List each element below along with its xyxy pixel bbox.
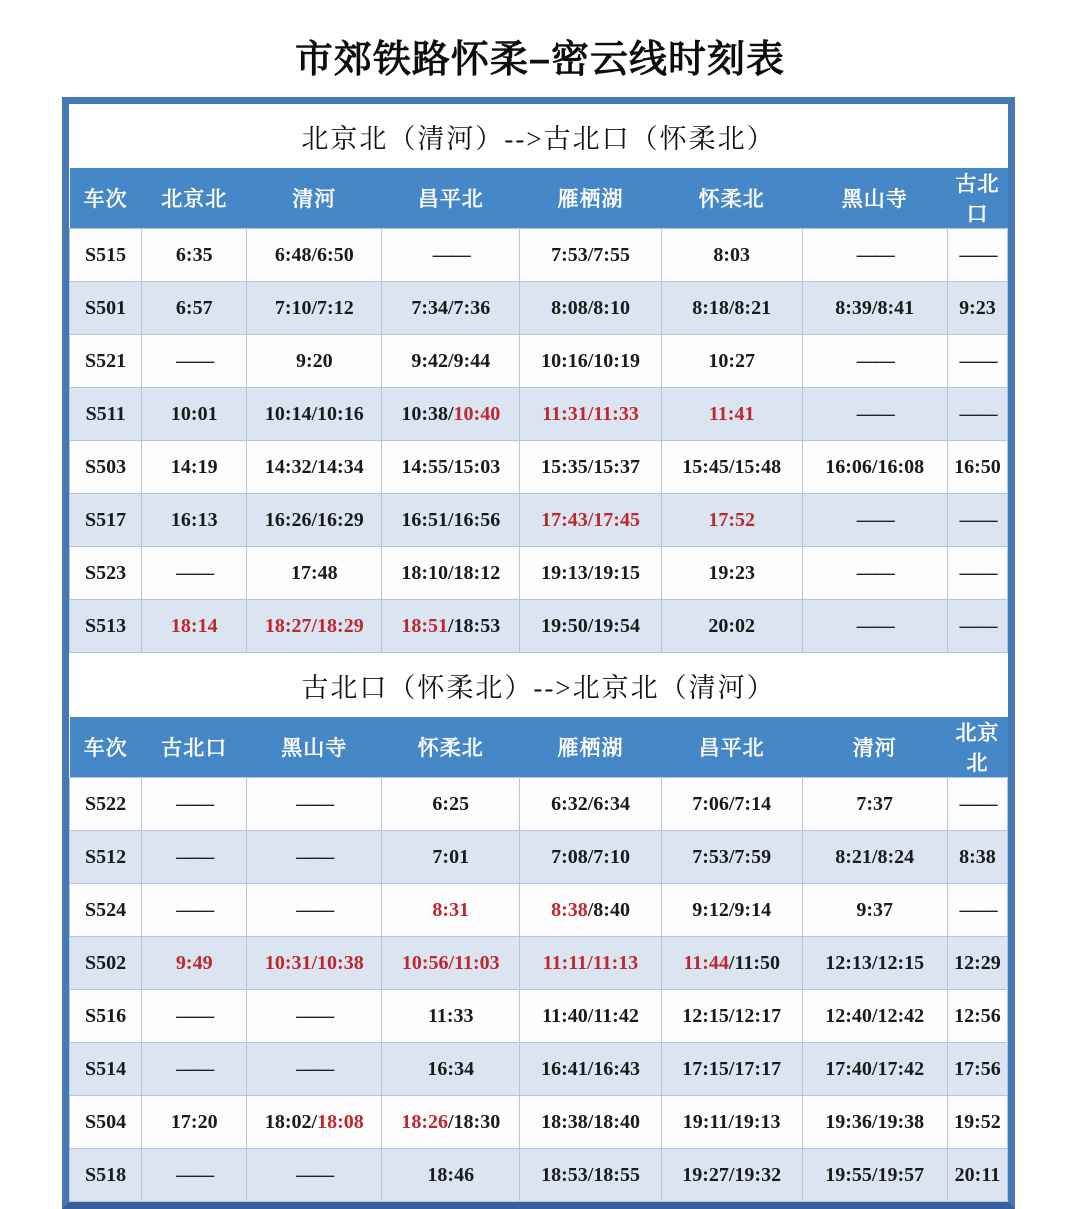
time-text: 10:56/11:03 xyxy=(401,951,500,974)
column-header: 怀柔北 xyxy=(382,717,520,778)
timetable-row xyxy=(70,229,1008,282)
time-text: 18:51 xyxy=(401,614,448,637)
time-cell xyxy=(247,335,382,388)
timetable-row xyxy=(70,831,1008,884)
time-text: 10:40 xyxy=(453,402,501,425)
time-text: 12:56 xyxy=(954,1004,1001,1027)
train-number-cell: S514 xyxy=(70,1043,142,1096)
no-service-dash: —— xyxy=(856,349,893,372)
time-text: /18:53 xyxy=(447,614,501,637)
no-service-dash: —— xyxy=(176,898,213,921)
time-text: 8:38 xyxy=(551,898,588,921)
no-service-dash: —— xyxy=(856,243,893,266)
time-cell xyxy=(520,778,662,831)
no-service-dash: —— xyxy=(176,845,213,868)
time-cell xyxy=(661,600,802,653)
no-service-dash: —— xyxy=(959,243,996,266)
time-cell xyxy=(247,547,382,600)
time-cell xyxy=(802,1043,947,1096)
no-service-dash: —— xyxy=(959,614,996,637)
column-header: 古北口 xyxy=(142,717,247,778)
header-row xyxy=(70,168,1008,229)
time-text: 9:37 xyxy=(856,898,894,921)
time-text: 8:18/8:21 xyxy=(692,296,772,319)
time-text: 10:27 xyxy=(708,349,755,372)
time-text: 18:08 xyxy=(317,1110,364,1133)
time-cell xyxy=(661,547,802,600)
time-text: 11:11/11:13 xyxy=(542,951,639,974)
no-service-dash: —— xyxy=(176,349,213,372)
time-text: 17:43/17:45 xyxy=(541,508,640,531)
time-text: 15:35/15:37 xyxy=(541,455,640,478)
time-cell xyxy=(142,547,247,600)
time-text: /8:40 xyxy=(587,898,630,921)
time-text: 8:08/8:10 xyxy=(551,296,630,319)
time-cell xyxy=(661,441,802,494)
time-cell xyxy=(661,494,802,547)
time-cell xyxy=(802,937,947,990)
time-text: 18:38/18:40 xyxy=(541,1110,640,1133)
no-service-dash: —— xyxy=(176,1057,213,1080)
no-service-dash: —— xyxy=(856,508,893,531)
no-service-dash: —— xyxy=(959,508,996,531)
time-cell xyxy=(947,884,1007,937)
no-service-dash: —— xyxy=(296,845,333,868)
time-text: 8:39/8:41 xyxy=(835,296,915,319)
time-cell xyxy=(247,494,382,547)
time-text: 12:40/12:42 xyxy=(825,1004,925,1027)
column-header: 车次 xyxy=(70,717,142,778)
no-service-dash: —— xyxy=(296,1057,333,1080)
time-cell xyxy=(947,990,1007,1043)
time-text: 17:48 xyxy=(290,561,338,584)
time-text: 6:57 xyxy=(175,296,213,319)
time-cell xyxy=(947,388,1007,441)
time-cell xyxy=(142,1043,247,1096)
column-header: 黑山寺 xyxy=(247,717,382,778)
time-cell xyxy=(382,229,520,282)
time-text: 20:11 xyxy=(954,1163,1001,1186)
time-text: 10:31/10:38 xyxy=(264,951,364,974)
time-text: /18:30 xyxy=(447,1110,501,1133)
time-text: 16:51/16:56 xyxy=(401,508,501,531)
no-service-dash: —— xyxy=(176,561,213,584)
time-text: 7:53/7:55 xyxy=(551,243,630,266)
timetable-section-1 xyxy=(69,168,1008,653)
train-number-cell: S516 xyxy=(70,990,142,1043)
time-text: 12:29 xyxy=(954,951,1001,974)
no-service-dash: —— xyxy=(432,243,469,266)
time-cell xyxy=(520,494,662,547)
time-cell xyxy=(947,229,1007,282)
time-text: 10:01 xyxy=(170,402,218,425)
time-cell xyxy=(382,778,520,831)
time-cell xyxy=(661,778,802,831)
time-cell xyxy=(947,600,1007,653)
time-cell xyxy=(382,547,520,600)
time-cell xyxy=(142,778,247,831)
time-cell xyxy=(520,282,662,335)
time-cell xyxy=(247,884,382,937)
time-cell xyxy=(661,282,802,335)
time-cell xyxy=(382,937,520,990)
time-cell xyxy=(142,494,247,547)
time-cell xyxy=(142,600,247,653)
time-text: 12:15/12:17 xyxy=(682,1004,782,1027)
timetable-row xyxy=(70,494,1008,547)
time-text: 17:52 xyxy=(708,508,755,531)
time-text: 8:38 xyxy=(959,845,996,868)
time-cell xyxy=(947,494,1007,547)
time-cell xyxy=(802,778,947,831)
time-cell xyxy=(142,388,247,441)
column-header: 北京北 xyxy=(142,168,247,229)
time-text: 16:13 xyxy=(170,508,218,531)
time-text: 19:50/19:54 xyxy=(541,614,640,637)
time-text: 9:20 xyxy=(295,349,333,372)
column-header: 怀柔北 xyxy=(661,168,802,229)
train-number-cell: S501 xyxy=(70,282,142,335)
time-cell xyxy=(802,229,947,282)
time-cell xyxy=(520,990,662,1043)
time-cell xyxy=(520,547,662,600)
no-service-dash: —— xyxy=(959,402,996,425)
no-service-dash: —— xyxy=(959,792,996,815)
time-cell xyxy=(247,937,382,990)
column-header: 昌平北 xyxy=(382,168,520,229)
direction-title: 北京北（清河）-->古北口（怀柔北） xyxy=(69,104,1008,168)
time-cell xyxy=(247,778,382,831)
time-cell xyxy=(661,884,802,937)
time-text: 10:38/ xyxy=(401,402,454,425)
train-number-cell: S515 xyxy=(70,229,142,282)
time-cell xyxy=(142,990,247,1043)
time-cell xyxy=(520,1149,662,1202)
time-cell xyxy=(142,229,247,282)
time-text: 11:33 xyxy=(427,1004,474,1027)
train-number-cell: S523 xyxy=(70,547,142,600)
direction-title: 古北口（怀柔北）-->北京北（清河） xyxy=(69,653,1008,717)
time-text: 15:45/15:48 xyxy=(682,455,782,478)
time-cell xyxy=(947,1043,1007,1096)
time-cell xyxy=(802,282,947,335)
time-text: 20:02 xyxy=(708,614,755,637)
timetable-frame xyxy=(62,97,1015,1209)
train-number-cell: S518 xyxy=(70,1149,142,1202)
no-service-dash: —— xyxy=(296,792,333,815)
time-cell xyxy=(947,282,1007,335)
time-cell xyxy=(247,600,382,653)
time-cell xyxy=(947,937,1007,990)
time-cell xyxy=(382,990,520,1043)
no-service-dash: —— xyxy=(959,561,996,584)
time-text: 6:32/6:34 xyxy=(551,792,630,815)
time-cell xyxy=(520,229,662,282)
time-text: 11:41 xyxy=(708,402,755,425)
train-number-cell: S521 xyxy=(70,335,142,388)
column-header: 雁栖湖 xyxy=(520,168,662,229)
time-text: 11:40/11:42 xyxy=(542,1004,639,1027)
time-cell xyxy=(520,441,662,494)
time-cell xyxy=(947,547,1007,600)
time-text: 7:10/7:12 xyxy=(274,296,354,319)
time-cell xyxy=(947,831,1007,884)
time-cell xyxy=(520,831,662,884)
time-cell xyxy=(142,884,247,937)
timetable-row xyxy=(70,990,1008,1043)
time-cell xyxy=(247,990,382,1043)
time-text: 17:40/17:42 xyxy=(825,1057,925,1080)
no-service-dash: —— xyxy=(296,898,333,921)
column-header: 古北口 xyxy=(947,168,1007,229)
time-text: 18:14 xyxy=(170,614,218,637)
time-cell xyxy=(947,778,1007,831)
time-cell xyxy=(382,494,520,547)
time-cell xyxy=(802,990,947,1043)
time-text: 19:23 xyxy=(708,561,755,584)
time-cell xyxy=(382,831,520,884)
timetable-row xyxy=(70,388,1008,441)
time-text: 7:53/7:59 xyxy=(692,845,772,868)
no-service-dash: —— xyxy=(176,1163,213,1186)
time-cell xyxy=(247,441,382,494)
time-cell xyxy=(382,335,520,388)
time-cell xyxy=(802,831,947,884)
time-cell xyxy=(802,1149,947,1202)
train-number-cell: S513 xyxy=(70,600,142,653)
time-cell xyxy=(947,335,1007,388)
timetable-row xyxy=(70,1149,1008,1202)
time-cell xyxy=(382,282,520,335)
no-service-dash: —— xyxy=(959,349,996,372)
time-cell xyxy=(142,1149,247,1202)
column-header: 车次 xyxy=(70,168,142,229)
time-text: 19:11/19:13 xyxy=(682,1110,781,1133)
time-text: 18:26 xyxy=(401,1110,448,1133)
time-cell xyxy=(802,494,947,547)
time-text: 10:14/10:16 xyxy=(264,402,364,425)
time-cell xyxy=(247,388,382,441)
time-text: 6:35 xyxy=(175,243,213,266)
time-text: 18:27/18:29 xyxy=(264,614,364,637)
timetable-row xyxy=(70,884,1008,937)
column-header: 昌平北 xyxy=(661,717,802,778)
timetable-section-2 xyxy=(69,717,1008,1202)
time-text: 19:13/19:15 xyxy=(541,561,640,584)
time-cell xyxy=(802,1096,947,1149)
time-cell xyxy=(382,1149,520,1202)
time-text: 7:08/7:10 xyxy=(551,845,630,868)
time-text: 18:10/18:12 xyxy=(401,561,501,584)
time-cell xyxy=(142,335,247,388)
time-text: 18:46 xyxy=(427,1163,475,1186)
time-cell xyxy=(142,282,247,335)
time-text: 16:06/16:08 xyxy=(825,455,925,478)
time-cell xyxy=(520,600,662,653)
time-cell xyxy=(802,441,947,494)
time-text: 9:49 xyxy=(175,951,213,974)
timetable-row xyxy=(70,335,1008,388)
time-cell xyxy=(947,1096,1007,1149)
time-text: 11:31/11:33 xyxy=(542,402,639,425)
time-cell xyxy=(661,937,802,990)
time-cell xyxy=(661,990,802,1043)
time-cell xyxy=(382,1043,520,1096)
timetable-row xyxy=(70,600,1008,653)
time-text: 14:32/14:34 xyxy=(264,455,364,478)
time-text: 9:23 xyxy=(959,296,996,319)
train-number-cell: S502 xyxy=(70,937,142,990)
time-text: 18:53/18:55 xyxy=(541,1163,640,1186)
time-cell xyxy=(382,884,520,937)
time-cell xyxy=(661,229,802,282)
time-text: 16:34 xyxy=(427,1057,475,1080)
time-cell xyxy=(142,831,247,884)
time-cell xyxy=(661,1149,802,1202)
time-cell xyxy=(661,1096,802,1149)
timetable-row xyxy=(70,778,1008,831)
time-cell xyxy=(661,388,802,441)
time-text: 7:37 xyxy=(856,792,894,815)
time-cell xyxy=(520,1043,662,1096)
time-text: 6:25 xyxy=(432,792,470,815)
no-service-dash: —— xyxy=(856,561,893,584)
time-cell xyxy=(247,1096,382,1149)
header-row xyxy=(70,717,1008,778)
no-service-dash: —— xyxy=(176,1004,213,1027)
train-number-cell: S504 xyxy=(70,1096,142,1149)
train-number-cell: S511 xyxy=(70,388,142,441)
time-text: 17:56 xyxy=(954,1057,1001,1080)
time-cell xyxy=(382,441,520,494)
time-cell xyxy=(947,441,1007,494)
time-cell xyxy=(661,335,802,388)
column-header: 清河 xyxy=(247,168,382,229)
timetable-row xyxy=(70,547,1008,600)
time-cell xyxy=(520,1096,662,1149)
time-cell xyxy=(142,1096,247,1149)
time-cell xyxy=(247,1043,382,1096)
no-service-dash: —— xyxy=(176,792,213,815)
time-cell xyxy=(142,937,247,990)
no-service-dash: —— xyxy=(856,402,893,425)
column-header: 清河 xyxy=(802,717,947,778)
column-header: 黑山寺 xyxy=(802,168,947,229)
time-text: 9:12/9:14 xyxy=(692,898,772,921)
time-text: 8:21/8:24 xyxy=(835,845,915,868)
time-text: 11:44 xyxy=(683,951,729,974)
train-number-cell: S524 xyxy=(70,884,142,937)
no-service-dash: —— xyxy=(856,614,893,637)
time-cell xyxy=(247,831,382,884)
column-header: 北京北 xyxy=(947,717,1007,778)
time-text: 7:34/7:36 xyxy=(411,296,491,319)
time-text: 14:55/15:03 xyxy=(401,455,501,478)
time-cell xyxy=(520,884,662,937)
time-text: 8:03 xyxy=(713,243,750,266)
no-service-dash: —— xyxy=(296,1004,333,1027)
time-cell xyxy=(382,600,520,653)
timetable-row xyxy=(70,282,1008,335)
time-cell xyxy=(247,1149,382,1202)
time-text: 7:06/7:14 xyxy=(692,792,772,815)
time-cell xyxy=(520,335,662,388)
time-cell xyxy=(382,1096,520,1149)
time-text: 16:50 xyxy=(954,455,1001,478)
time-text: 8:31 xyxy=(432,898,470,921)
train-number-cell: S517 xyxy=(70,494,142,547)
time-cell xyxy=(947,1149,1007,1202)
time-cell xyxy=(382,388,520,441)
time-cell xyxy=(802,600,947,653)
time-cell xyxy=(661,831,802,884)
time-text: 16:41/16:43 xyxy=(541,1057,640,1080)
column-header: 雁栖湖 xyxy=(520,717,662,778)
time-cell xyxy=(142,441,247,494)
time-cell xyxy=(661,1043,802,1096)
time-text: 19:55/19:57 xyxy=(825,1163,925,1186)
time-text: 14:19 xyxy=(170,455,218,478)
time-text: 9:42/9:44 xyxy=(411,349,491,372)
time-text: /11:50 xyxy=(728,951,781,974)
time-cell xyxy=(802,335,947,388)
time-text: 17:15/17:17 xyxy=(682,1057,782,1080)
no-service-dash: —— xyxy=(959,898,996,921)
time-text: 16:26/16:29 xyxy=(264,508,364,531)
time-text: 7:01 xyxy=(432,845,470,868)
time-text: 19:27/19:32 xyxy=(682,1163,782,1186)
time-text: 12:13/12:15 xyxy=(825,951,925,974)
time-cell xyxy=(802,388,947,441)
time-cell xyxy=(802,547,947,600)
time-text: 19:36/19:38 xyxy=(825,1110,925,1133)
time-cell xyxy=(247,229,382,282)
timetable-row xyxy=(70,441,1008,494)
time-text: 18:02/ xyxy=(264,1110,318,1133)
time-cell xyxy=(247,282,382,335)
train-number-cell: S512 xyxy=(70,831,142,884)
train-number-cell: S522 xyxy=(70,778,142,831)
timetable-row xyxy=(70,937,1008,990)
page-title: 市郊铁路怀柔–密云线时刻表 xyxy=(294,39,786,81)
train-number-cell: S503 xyxy=(70,441,142,494)
time-cell xyxy=(520,388,662,441)
timetable-row xyxy=(70,1043,1008,1096)
time-text: 10:16/10:19 xyxy=(541,349,640,372)
time-cell xyxy=(520,937,662,990)
no-service-dash: —— xyxy=(296,1163,333,1186)
time-text: 17:20 xyxy=(170,1110,218,1133)
time-text: 19:52 xyxy=(954,1110,1001,1133)
timetable-row xyxy=(70,1096,1008,1149)
time-text: 6:48/6:50 xyxy=(274,243,354,266)
time-cell xyxy=(802,884,947,937)
